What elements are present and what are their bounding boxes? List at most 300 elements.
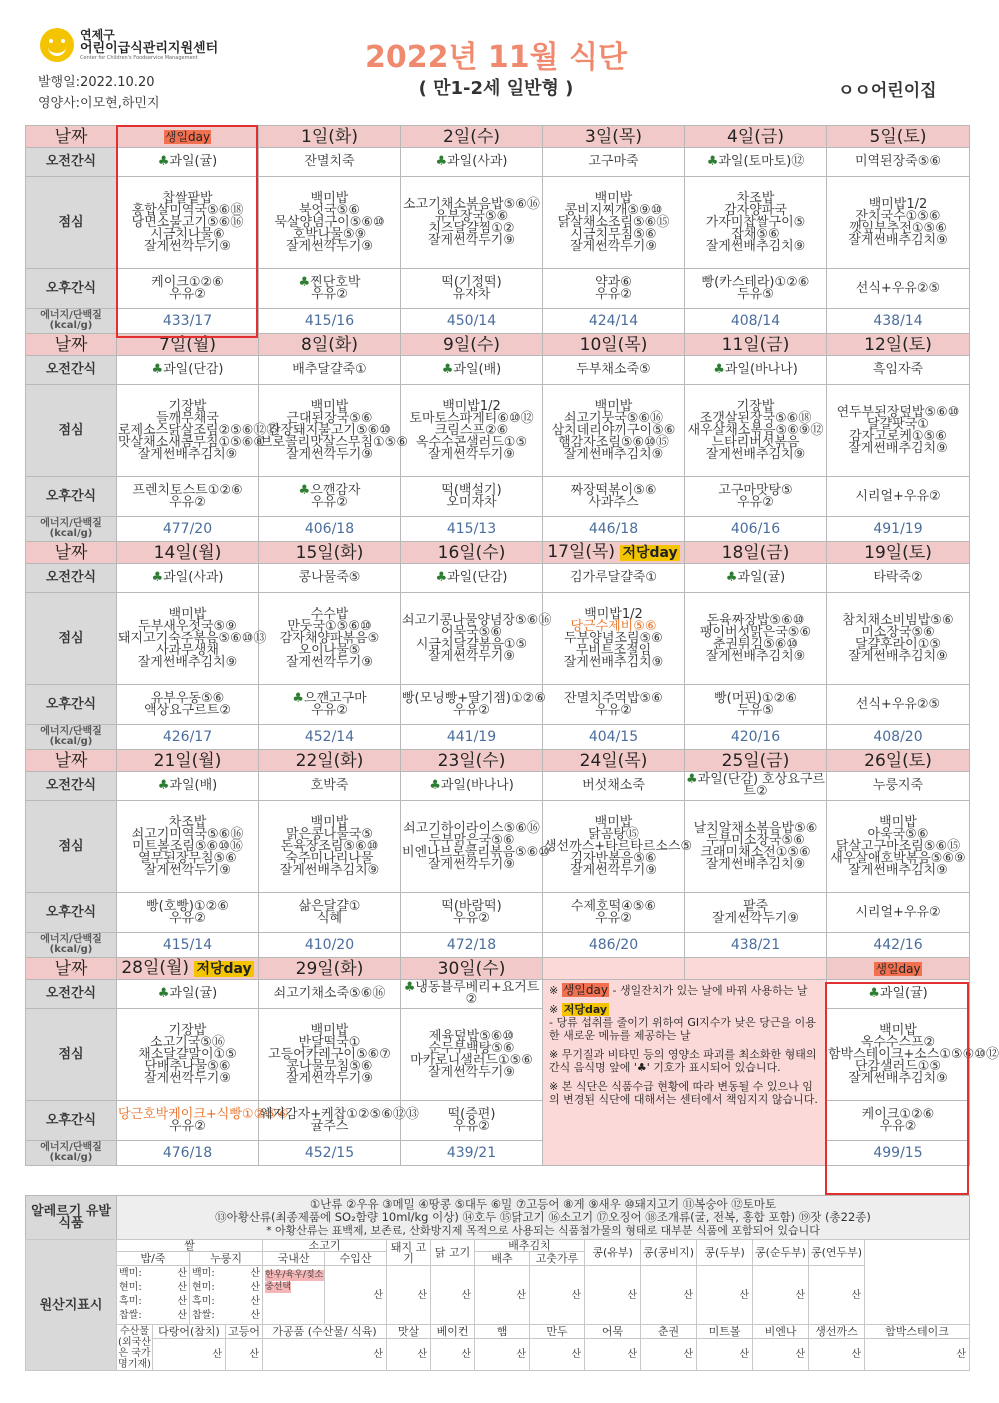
pm-snack-text: 우유② [879,1118,917,1134]
date-text: 10일(목) [579,334,648,355]
am-snack-text: 과일(귤) [169,154,218,169]
lunch-cell [685,801,827,893]
pm-snack-text: 유부우동⑤⑥ [150,690,225,706]
pm-snack-text: 귤주스 [310,1118,349,1134]
pm-snack-item [828,696,968,712]
lunch-item: 잘게썬배추김치⑨ [848,648,948,664]
energy-cell: 472/18 [401,933,543,958]
am-snack-text: 고구마죽 [588,154,639,169]
origin-item-value: 산 [697,1339,753,1371]
lunch-item: 함박스테이크+소스①⑤⑥⑩⑫ [828,1046,999,1062]
am-snack-text: 누룽지죽 [872,778,924,793]
lunch-item: 백미밥 [594,398,633,414]
bean-san: 산 [753,1266,809,1325]
lunch-item: 만둣국①⑤⑥⑩ [287,618,372,634]
row-label: 날짜 [26,750,117,772]
clover-icon: ♣ [435,570,448,585]
lunch-item: 백미밥1/2 [868,196,928,212]
row-label: 에너지/단백질 (kcal/g) [26,1141,117,1166]
pm-snack-text: 삶은달걀① [298,898,361,914]
lunch-item: 기장밥 [168,398,207,414]
lunch-item: 잘게썬깍두기⑨ [143,1070,231,1086]
row-label: 오후간식 [26,269,117,309]
lunch-row [26,177,970,269]
birthday-badge: 생일day [875,962,921,976]
pm-snack-cell [685,477,827,517]
date-cell [259,126,401,148]
lunch-item: 잘게썬배추김치⑨ [848,1070,948,1086]
lunch-item: 토마토스파게티⑥⑩⑫ [409,410,534,426]
am-snack-cell [401,148,543,177]
pm-snack-text: 우유② [453,910,490,926]
pm-snack-item [402,286,541,302]
date-cell [827,334,970,356]
lunch-item: 백미밥 [310,398,349,414]
origin-bean-4: 콩(연두부) [809,1240,865,1266]
pm-snack-cell [259,893,401,933]
lunch-cell [401,1009,543,1101]
lunch-item: 옥수수스프② [860,1034,936,1050]
pm-snack-text: 우유② [311,286,348,302]
pm-snack-item [686,702,825,718]
am-snack-text: 두부채소죽⑤ [576,362,651,377]
origin-item-value: 산 [153,1339,226,1371]
birthday-tag: 생일day [562,983,608,997]
am-snack-cell [543,564,685,593]
am-snack-text: 과일(단감) [163,362,224,377]
lunch-cell [259,593,401,685]
lunch-item: 쇠고기콩나물양념장⑤⑥⑯ [402,612,552,628]
pm-snack-cell [543,685,685,725]
date-cell [117,334,259,356]
am-snack-cell [401,772,543,801]
am-snack-cell [827,564,970,593]
lunch-item: 아욱국⑤⑥ [867,826,929,842]
lunch-item: 잘게썬깍두기⑨ [569,238,657,254]
allergy-line2: ⑬아황산류(최종제품에 SO₂함량 10ml/kg 이상) ⑭호두 ⑮닭고기 ⑯소고기 ⑰오징어 ⑱조개류(굴, 전복, 홍합 포함) ⑲잣 (총22종) [215,1210,871,1224]
am-snack-text: 과일(바나나) [440,778,514,793]
pm-snack-text: 오미자차 [446,494,497,510]
origin-item-value: 산 [263,1339,387,1371]
header [0,0,992,125]
pm-snack-text: 찐단호박 [310,274,361,290]
lunch-item: 감자양파국 [724,202,787,218]
origin-item-header: 비엔나 [753,1325,809,1339]
date-text: 16일(수) [437,542,506,563]
date-cell [543,334,685,356]
lunch-item: 숙주미나리나물 [285,850,374,866]
allergy-label: 알레르기 유발식품 [26,1196,117,1240]
lunch-item: 치즈달걀찜①② [428,220,515,236]
lunch-item: 잘게썬깍두기⑨ [427,1064,515,1080]
row-label: 점심 [26,593,117,685]
row-label: 오전간식 [26,148,117,177]
date-cell [401,750,543,772]
pm-snack-text: 당근호박케이크+식빵①②⑤⑥ [118,1106,289,1122]
row-label: 오전간식 [26,772,117,801]
energy-cell: 406/18 [259,517,401,542]
pm-snack-text: 식혜 [316,910,343,926]
lunch-item: 잘게썬배추김치⑨ [848,440,948,456]
pm-snack-item [118,702,257,718]
energy-cell: 452/15 [259,1141,401,1166]
allergy-table [25,1195,970,1240]
lunch-item: 기장밥 [736,398,775,414]
pm-snack-text: 빵(카스테라)①②⑥ [701,274,810,290]
dietitian: 영양사:이모현,하민지 [38,96,160,111]
lunch-item: 옥수수콘샐러드①⑤ [415,434,528,450]
center-name: ㅇㅇ어린이집 [838,81,937,101]
lunch-item: 콩나물무침⑤⑥ [286,1058,373,1074]
pm-snack-cell [827,477,970,517]
lunch-item: 잘게썬배추김치⑨ [137,446,238,462]
lunch-item: 당근수제비⑤⑥ [570,618,657,634]
pm-snack-cell [117,893,259,933]
lunch-item: 깻잎부추전①⑤⑥ [849,220,947,236]
pm-snack-text: 으깬감자 [310,482,361,498]
am-snack-text: 과일(배) [453,362,502,377]
pm-snack-item [260,1118,399,1134]
kimchi-sub-1: 고춧가루 [530,1252,585,1266]
origin-item-header: 고등어 [226,1325,263,1339]
lunch-item: 사과무생채 [156,642,219,658]
date-row [26,750,970,772]
date-cell [401,334,543,356]
seafood-label: 수산물 (외국산은 국가명기재) [118,1325,151,1370]
energy-cell: 499/15 [827,1141,970,1166]
pm-snack-item [544,494,683,510]
lunch-item: 잘게썬배추김치⑨ [137,654,238,670]
lunch-cell [259,801,401,893]
pm-snack-cell [259,685,401,725]
pm-snack-text: 우유② [595,910,632,926]
lunch-item: 김자반볶음⑤⑥ [570,850,657,866]
lunch-item: 두부미소장국⑤⑥ [706,832,805,848]
lunch-item: 잘게썬배추김치⑨ [848,232,948,248]
date-cell [259,958,401,980]
am-snack-row [26,356,970,385]
pm-snack-item [402,910,541,926]
energy-cell: 404/15 [543,725,685,750]
row-label: 에너지/단백질 (kcal/g) [26,517,117,542]
origin-item-header: 다랑어(참치) [153,1325,226,1339]
lunch-item: 호박나물⑤⑨ [292,226,367,242]
lunch-item: 연두부된장덮밥⑤⑥⑩ [836,404,960,420]
am-snack-cell [827,772,970,801]
lunch-item: 무비트조절임 [575,642,652,658]
am-snack-cell [685,772,827,801]
pm-snack-item [544,286,683,302]
am-snack-text: 냉동블루베리+요거트② [415,980,540,1007]
lunch-item: 백미밥 [310,1022,349,1038]
lunch-item: 잘게썬깍두기⑨ [143,862,231,878]
date-text: 18일(금) [721,542,790,563]
lunch-item: 근대된장국⑤⑥ [286,410,373,426]
date-row [26,126,970,148]
pm-snack-text: 우유② [453,702,490,718]
pm-snack-text: 떡(백설기) [441,482,502,498]
lunch-item: 잘게썬깍두기⑨ [569,862,657,878]
clover-icon: ♣ [725,570,738,585]
pm-snack-text: 우유② [169,286,206,302]
lunch-item: 잘게썬배추김치⑨ [563,446,664,462]
pm-snack-item [828,904,968,920]
row-label: 에너지/단백질 (kcal/g) [26,933,117,958]
am-snack-cell [827,356,970,385]
energy-cell: 446/18 [543,517,685,542]
pm-snack-item [544,910,683,926]
rice-sub-1: 누룽지 [190,1252,263,1266]
pm-snack-cell [401,685,546,725]
pm-snack-text: 액상요구르트② [143,702,231,718]
pm-snack-cell [117,685,259,725]
nurungji-row: 흑미: 산 [192,1296,261,1307]
row-label: 오후간식 [26,477,117,517]
lunch-row [26,593,970,685]
origin-chicken: 닭 고기 [431,1240,475,1266]
lunch-item: 소고기채소볶음밥⑤⑥⑯ [403,196,540,212]
lunch-item: 춘권튀김⑤⑥⑩ [712,636,799,652]
lunch-item: 백미밥 [310,190,349,206]
pm-snack-cell [259,269,401,309]
pm-snack-item [402,702,541,718]
am-snack-cell [259,772,401,801]
birthday-badge: 생일day [164,130,211,144]
clover-icon: ♣ [429,778,441,793]
pm-snack-item [828,280,968,296]
lunch-item: 유부장국⑤⑥ [434,208,509,224]
pm-snack-row [26,685,970,725]
logo-line1: 연제구 [80,27,115,42]
rice-row: 찹쌀: 산 [119,1310,187,1321]
low-sugar-badge: 저당day [622,545,678,561]
lunch-row [26,801,970,893]
row-label: 점심 [26,801,117,893]
row-label: 오전간식 [26,980,117,1009]
date-text: 11일(금) [721,334,790,355]
pm-snack-cell [827,1101,970,1141]
am-snack-cell [259,980,401,1009]
clover-icon: ♣ [157,778,170,793]
origin-item-header: 만두 [530,1325,585,1339]
am-snack-text: 과일(단감) [447,570,508,585]
lunch-item: 잘게썬깍두기⑨ [285,238,373,254]
beef-domestic-1: 중선택 [265,1282,292,1292]
date-cell [685,542,827,564]
lunch-item: 돈육짜장밥⑤⑥⑩ [706,612,805,628]
lunch-cell [543,385,685,477]
energy-row [26,725,970,750]
pm-snack-cell [117,269,259,309]
date-cell [401,126,543,148]
energy-cell: 406/16 [685,517,827,542]
date-cell [259,334,401,356]
origin-blank-cell [865,1240,970,1325]
clover-icon: ♣ [435,154,448,169]
lunch-cell [117,177,259,269]
am-snack-cell [827,148,970,177]
date-cell [543,542,685,564]
date-text: 28일(월) [121,958,190,978]
origin-pork: 돼지 고기 [387,1240,431,1266]
lunch-item: 잘게썬배추김치⑨ [705,648,806,664]
am-snack-cell [401,356,543,385]
pm-snack-text: 두유⑤ [737,286,774,302]
clover-icon: ♣ [151,362,164,377]
lunch-item: 잔치국수①⑤⑥ [855,208,941,224]
pm-snack-cell [685,269,827,309]
page-title: 2022년 11월 식단 [364,40,628,75]
lunch-item: 잘게썬깍두기⑨ [285,1070,373,1086]
date-text: 5일(토) [869,126,927,147]
am-snack-text: 미역된장죽⑤⑥ [854,154,942,169]
am-snack-text: 과일(토마토)⑫ [718,154,805,169]
date-text: 24일(목) [579,750,648,771]
pm-snack-item [402,1118,541,1134]
row-label: 에너지/단백질 (kcal/g) [26,725,117,750]
pm-snack-text: 시리얼+우유② [855,488,941,504]
pm-snack-cell [401,477,543,517]
note-birthday: ※ 생일day - 생일잔치가 있는 날에 바꿔 사용하는 날 [549,983,808,997]
pm-snack-cell [685,893,827,933]
energy-cell: 439/21 [401,1141,543,1166]
lunch-item: 가자미찹쌀구이⑤ [705,214,806,230]
pm-snack-item [828,488,968,504]
lunch-item: 기장밥 [168,1022,207,1038]
date-text: 12일(토) [864,334,932,355]
origin-item-value: 산 [585,1339,641,1371]
lunch-item: 미트볼조림⑤⑥⑩⑯ [132,838,243,854]
origin-table [25,1239,970,1371]
lunch-item: 소고기국⑤⑯ [150,1034,225,1050]
date-text: 26일(토) [864,750,932,771]
pm-snack-cell [401,893,543,933]
am-snack-cell [401,564,543,593]
am-snack-text: 과일(귤) [879,986,928,1001]
beef-sub-0: 국내산 [263,1252,325,1266]
pm-snack-text: 사과주스 [588,494,639,510]
pm-snack-text: 빵(모닝빵+딸기잼)①②⑥ [402,690,546,706]
lunch-item: 오이나물⑤ [298,642,361,658]
chicken-san: 산 [431,1266,475,1325]
clover-icon: ♣ [706,154,719,169]
am-snack-text: 과일(배) [169,778,218,793]
date-text: 8일(화) [301,334,358,355]
energy-cell: 438/21 [685,933,827,958]
lunch-item: 닭살고구마조림⑤⑥⑮ [835,838,961,854]
lunch-item: 백미밥 [879,814,917,830]
lunch-item: 수수밥 [310,606,349,622]
lunch-item: 미소장국⑤⑥ [861,624,935,640]
pm-snack-text: 케이크①②⑥ [151,274,224,290]
pm-snack-text: 우유② [169,1118,206,1134]
lunch-cell [401,593,552,685]
origin-item-header: 맛살 [387,1325,431,1339]
lunch-item: 쇠고기미역국⑤⑥⑯ [131,826,244,842]
pm-snack-item [828,1118,968,1134]
lunch-item: 백미밥 [168,606,207,622]
rice-sub-0: 밥/죽 [117,1252,190,1266]
row-label: 점심 [26,385,117,477]
lunch-cell [543,593,685,685]
page-subtitle: ( 만1-2세 일반형 ) [418,78,574,99]
am-snack-cell [543,148,685,177]
pm-snack-cell [827,269,970,309]
lunch-cell [543,801,693,893]
lunch-item: 반달떡국① [298,1034,361,1050]
clover-icon: ♣ [151,570,164,585]
lunch-item: 열무된장무침⑤⑥ [138,850,237,866]
rice-row: 백미: 산 [119,1268,187,1279]
lunch-item: 조갯살된장국⑤⑥⑱ [699,410,812,426]
am-snack-text: 호박죽 [310,778,349,793]
lunch-item: 참치채소비빔밥⑤⑥ [842,612,954,628]
kimchi-pepper-san: 산 [530,1266,585,1325]
lunch-cell [685,177,827,269]
menu-table [25,125,999,1166]
pm-snack-row [26,269,970,309]
lunch-cell [401,385,543,477]
lunch-item: 새우살채소볶음⑤⑥⑨⑫ [687,422,824,438]
pm-snack-text: 우유② [311,494,348,510]
origin-label: 원산지표시 [26,1240,117,1371]
pm-snack-text: 시리얼+우유② [855,904,941,920]
date-cell [117,542,259,564]
origin-rice: 쌀 [117,1240,263,1252]
lunch-cell [543,177,685,269]
energy-cell: 424/14 [543,309,685,334]
lunch-item: 묵살양념구이⑤⑥⑩ [274,214,385,230]
row-label: 날짜 [26,958,117,980]
date-cell [543,750,685,772]
energy-cell: 441/19 [401,725,543,750]
bean-san: 산 [809,1266,865,1325]
am-snack-text: 배추달걀죽① [292,362,367,377]
energy-cell: 415/16 [259,309,401,334]
am-snack-cell [259,356,401,385]
lunch-cell [401,177,543,269]
clover-icon: ♣ [157,986,170,1001]
date-text: 3일(목) [585,126,642,147]
lunch-item: 들깨무채국 [156,410,219,426]
lunch-item: 마카로니샐러드①⑤⑥ [410,1052,533,1068]
energy-row [26,1141,970,1166]
am-snack-text: 과일(귤) [737,570,786,585]
origin-item-value: 산 [641,1339,697,1371]
note-clover: ※ 무기질과 비타민 등의 영양소 파괴를 최소화한 형태의 간식 음식명 앞에 '♣' 기호가 표시되어 있습니다. [549,1048,817,1074]
lunch-item: 간장돼지불고기⑤⑥⑩ [268,422,391,438]
lunch-item: 잘게썬깍두기⑨ [285,654,373,670]
date-cell [117,126,259,148]
lunch-item: 비엔나브로콜리볶음⑤⑥⑩ [402,844,550,860]
lunch-item: 날치알채소볶음밥⑤⑥ [693,820,818,836]
lunch-cell [259,177,401,269]
origin-item-value: 산 [809,1339,865,1371]
pm-snack-cell [827,893,970,933]
clover-icon: ♣ [403,980,416,995]
date-text: 29일(화) [295,958,364,979]
lunch-item: 어묵국⑤⑥ [441,624,502,640]
energy-cell: 450/14 [401,309,543,334]
pm-snack-text: 우유② [595,286,632,302]
row-label: 점심 [26,177,117,269]
pm-snack-row [26,477,970,517]
clover-icon: ♣ [686,772,698,787]
energy-cell: 408/20 [827,725,970,750]
am-snack-cell [117,772,259,801]
lunch-item: 단배추나물⑤⑥ [144,1058,231,1074]
lunch-item: 맑은콩나물국⑤ [285,826,373,842]
